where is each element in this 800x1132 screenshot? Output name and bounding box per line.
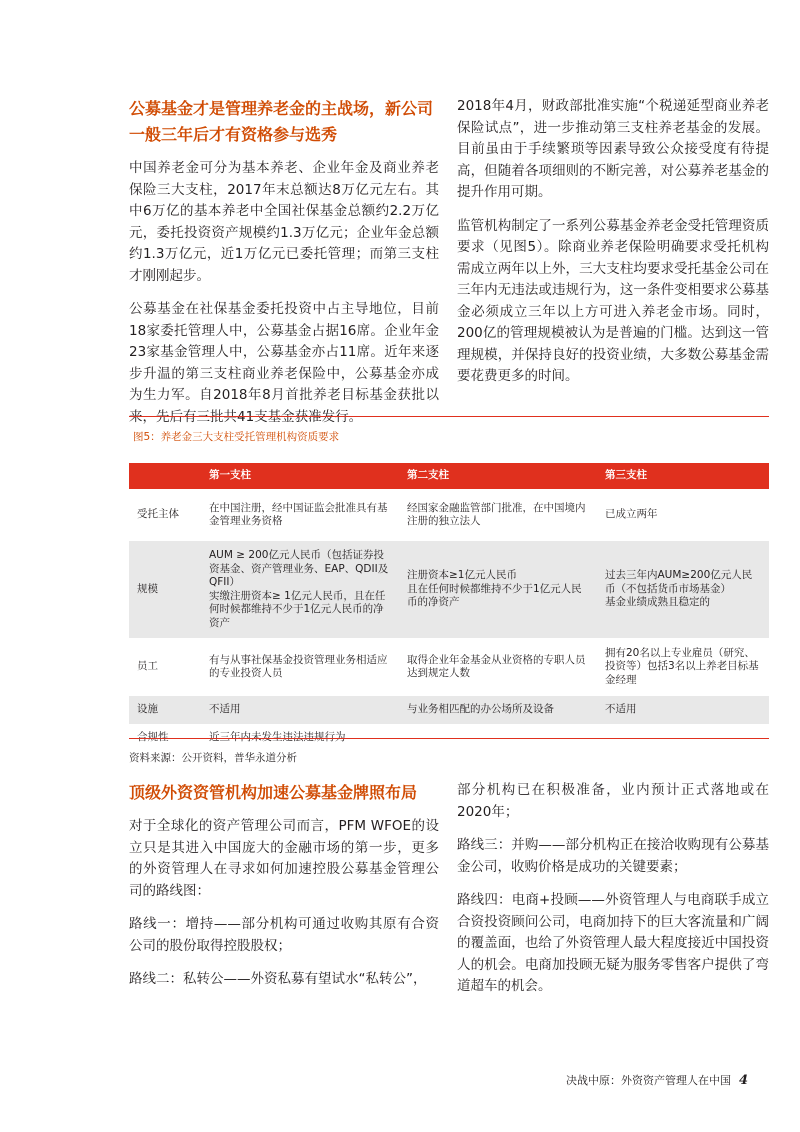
row-label: 合规性 — [129, 724, 201, 752]
section2-heading: 顶级外资资管机构加速公募基金牌照布局 — [129, 783, 418, 802]
row-label: 设施 — [129, 696, 201, 724]
paragraph: 对于全球化的资产管理公司而言，PFM WFOE的设立只是其进入中国庞大的金融市场的第一步，更多的外资管理人在寻求如何加速控股公募基金管理公司的路线图： — [129, 818, 439, 899]
row-label: 员工 — [129, 638, 201, 696]
table-header-cell: 第一支柱 — [201, 463, 399, 489]
paragraph: 监管机构制定了一系列公募基金养老金受托管理资质要求（见图5）。除商业养老保险明确要求受托机构需成立两年以上外，三大支柱均要求受托基金公司在三年内无违法或违规行为，这一条件变相要求公募基金必须成立三年以上方可进入养老金市场。同时，200亿的管理规模被认为是普遍的门槛。达到这一管理规模，并保持良好的投资业绩，大多数公募基金需要花费更多的时间。 — [457, 217, 769, 384]
table-cell: 注册资本≥1亿元人民币 且在任何时候都维持不少于1亿元人民币的净资产 — [399, 541, 597, 638]
table-header-cell — [129, 463, 201, 489]
table-cell: 不适用 — [597, 696, 769, 724]
table-row — [129, 489, 769, 541]
requirements-table — [129, 463, 769, 752]
table-cell: 近三年内未发生违法违规行为 — [201, 724, 769, 752]
section2-left-column — [129, 780, 439, 1003]
paragraph: 部分机构已在积极准备，业内预计正式落地或在2020年； — [457, 782, 769, 820]
section1-right-column — [457, 96, 769, 400]
section2-right-column — [457, 780, 769, 1010]
section1-left-column — [129, 96, 439, 440]
figure-top-rule — [129, 416, 769, 417]
table-row — [129, 638, 769, 696]
figure-bottom-rule — [129, 738, 769, 739]
table-row — [129, 541, 769, 638]
footer-title: 决战中原：外资资产管理人在中国 — [565, 1074, 731, 1087]
paragraph: 中国养老金可分为基本养老、企业年金及商业养老保险三大支柱，2017年末总额达8万亿元左右。其中6万亿的基本养老中全国社保基金总额约2.2万亿元，委托投资资产规模约1.3万亿元；企业年金总额约1.3万亿元，近1万亿元已委托管理；而第三支柱才刚刚起步。 — [129, 160, 439, 284]
paragraph: 路线二：私转公——外资私募有望试水“私转公”， — [129, 971, 427, 987]
table-cell: 经国家金融监管部门批准，在中国境内注册的独立法人 — [399, 489, 597, 541]
table-header-cell: 第三支柱 — [597, 463, 769, 489]
table-cell: 拥有20名以上专业雇员（研究、投资等）包括3名以上养老目标基金经理 — [597, 638, 769, 696]
table-header-cell: 第二支柱 — [399, 463, 597, 489]
paragraph: 2018年4月，财政部批准实施“个税递延型商业养老保险试点”，进一步推动第三支柱养老基金的发展。目前虽由于手续繁琐等因素导致公众接受度有待提高，但随着各项细则的不断完善，对公募养老基金的提升作用可期。 — [457, 98, 769, 200]
paragraph: 路线三：并购——部分机构正在接洽收购现有公募基金公司，收购价格是成功的关键要素； — [457, 837, 769, 875]
table-cell: 与业务相匹配的办公场所及设备 — [399, 696, 597, 724]
row-label: 规模 — [129, 541, 201, 638]
paragraph: 公募基金在社保基金委托投资中占主导地位，目前18家委托管理人中，公募基金占据16席。企业年金23家基金管理人中，公募基金亦占11席。近年来逐步升温的第三支柱商业养老保险中，公募基金亦成为生力军。自2018年8月首批养老目标基金获批以来，先后有三批共41支基金获准发行。 — [129, 301, 439, 425]
table-cell: AUM ≥ 200亿元人民币（包括证券投资基金、资产管理业务、EAP、QDII及QFII） 实缴注册资本≥ 1亿元人民币，且在任何时候都维持不少于1亿元人民币的净资产 — [201, 541, 399, 638]
table-cell: 在中国注册，经中国证监会批准具有基金管理业务资格 — [201, 489, 399, 541]
table-cell: 过去三年内AUM≥200亿元人民币（不包括货币市场基金） 基金业绩成熟且稳定的 — [597, 541, 769, 638]
table-cell: 不适用 — [201, 696, 399, 724]
table-cell: 取得企业年金基金从业资格的专职人员达到规定人数 — [399, 638, 597, 696]
table-header-row — [129, 463, 769, 489]
figure-source: 资料来源：公开资料，普华永道分析 — [129, 752, 297, 764]
row-label: 受托主体 — [129, 489, 201, 541]
paragraph: 路线一：增持——部分机构可通过收购其原有合资公司的股份取得控股股权； — [129, 916, 439, 954]
paragraph: 路线四：电商+投顾——外资管理人与电商联手成立合资投资顾问公司，电商加持下的巨大客流量和广阔的覆盖面，也给了外资管理人最大程度接近中国投资人的机会。电商加投顾无疑为服务零售客户提供了弯道超车的机会。 — [457, 892, 769, 994]
table-cell: 已成立两年 — [597, 489, 769, 541]
page-number: 4 — [738, 1073, 748, 1088]
table-cell: 有与从事社保基金投资管理业务相适应的专业投资人员 — [201, 638, 399, 696]
table-row — [129, 696, 769, 724]
page-footer — [566, 1072, 748, 1088]
section1-heading: 公募基金才是管理养老金的主战场，新公司一般三年后才有资格参与选秀 — [129, 99, 434, 144]
figure-caption: 图5：养老金三大支柱受托管理机构资质要求 — [133, 431, 340, 443]
